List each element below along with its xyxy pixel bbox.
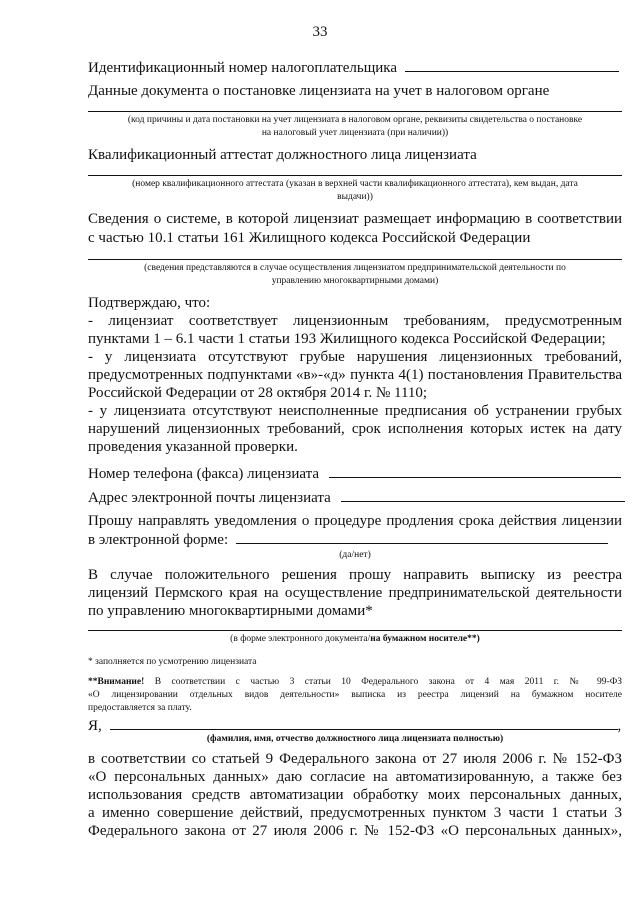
taxpayer-id-field[interactable] (405, 58, 619, 72)
full-name-field[interactable] (110, 716, 618, 730)
tax-doc-caption-line-1: (код причины и дата постановки на учет лицензиата в налоговом органе, реквизиты свидетельства о постановке (127, 115, 583, 125)
tax-doc-caption (88, 114, 622, 140)
consent-i-label: Я, (88, 718, 102, 734)
extract-line-3: по управлению многоквартирными домами* (88, 603, 373, 619)
consent-line-1: в соответствии со статьей 9 Федерального закона от 27 июля 2006 г. № 152-ФЗ (88, 751, 622, 767)
confirmation-item-1-line-1: - лицензиат соответствует лицензионным требованиям, предусмотренным (88, 313, 622, 329)
email-field[interactable] (341, 488, 625, 502)
confirmation-item-2-line-3: Российской Федерации от 28 октября 2014 г. № 1110; (88, 385, 428, 401)
attention-line-1: В соответствии с частью 3 статьи 10 Федерального закона от 4 мая 2011 г. № 99-ФЗ (144, 677, 622, 687)
extract-caption-bold: на бумажном носителе**) (370, 634, 480, 644)
page-number: 33 (312, 24, 328, 40)
extract-field[interactable] (88, 630, 622, 631)
qualification-label: Квалификационный аттестат должностного лица лицензиата (88, 147, 477, 163)
confirmation-item-3-line-3: проведения указанной проверки. (88, 439, 298, 455)
confirmation-item-2-line-1: - у лицензиата отсутствуют грубые нарушения лицензионных требований, (88, 349, 622, 365)
email-row (88, 488, 622, 508)
taxpayer-id-label: Идентификационный номер налогоплательщика (88, 60, 398, 76)
phone-row (88, 464, 622, 484)
phone-field[interactable] (329, 464, 621, 478)
notify-block (88, 512, 622, 549)
tax-doc-field[interactable] (88, 111, 622, 112)
consent-line-2: «О персональных данных» даю согласие на автоматизированную, а также без (88, 769, 622, 785)
extract-line-2: лицензий Пермского края на осуществление предпринимательской деятельности (88, 585, 622, 601)
qualification-caption-line-2: выдачи)) (337, 192, 373, 202)
taxpayer-id-row (88, 58, 622, 78)
system-info-line-1: Сведения о системе, в которой лицензиат размещает информацию в соответствии (88, 211, 622, 227)
confirmation-item-3-line-1: - у лицензиата отсутствуют неисполненные предписания об устранении грубых (88, 403, 622, 419)
confirmation-block (88, 294, 622, 456)
consent-text (88, 750, 622, 840)
attention-line-2: «О лицензировании отдельных видов деятельности» выписка из реестра лицензий на бумажном носителе (88, 690, 622, 700)
attention-note (88, 676, 622, 715)
system-info-caption (88, 262, 622, 288)
email-label: Адрес электронной почты лицензиата (88, 490, 331, 506)
confirmation-item-2-line-2: предусмотренных подпунктами «в»-«д» пункта 4(1) постановления Правительства (88, 367, 622, 383)
notify-line-2: в электронной форме: (88, 532, 229, 548)
extract-line-1: В случае положительного решения прошу направить выписку из реестра (88, 567, 622, 583)
consent-caption: (фамилия, имя, отчество должностного лица лицензиата полностью) (206, 734, 504, 744)
footnote-star: * заполняется по усмотрению лицензиата (88, 657, 257, 667)
confirmation-item-1-line-2: пунктами 1 – 6.1 части 1 статьи 193 Жилищного кодекса Российской Федерации; (88, 331, 606, 347)
notify-field[interactable] (236, 530, 608, 544)
tax-doc-label: Данные документа о постановке лицензиата на учет в налоговом органе (88, 83, 550, 99)
system-info-field[interactable] (88, 259, 622, 260)
consent-line-3: использования средств автоматизации обработку моих персональных данных, (88, 787, 622, 803)
system-info-text (88, 210, 622, 248)
system-info-caption-line-2: управлению многоквартирными домами) (271, 276, 439, 286)
phone-label: Номер телефона (факса) лицензиата (88, 466, 320, 482)
consent-line-5: Федерального закона от 27 июля 2006 г. № 152-ФЗ «О персональных данных», (88, 823, 622, 839)
consent-comma: , (617, 718, 622, 734)
notify-caption: (да/нет) (339, 550, 371, 560)
notify-line-1: Прошу направлять уведомления о процедуре продления срока действия лицензии (88, 513, 622, 529)
extract-caption-plain: (в форме электронного документа/ (230, 634, 371, 644)
qualification-caption (88, 178, 622, 204)
system-info-caption-line-1: (сведения представляются в случае осуществления лицензиатом предпринимательской деятельности по (144, 263, 566, 273)
system-info-line-2: с частью 10.1 статьи 161 Жилищного кодекса Российской Федерации (88, 230, 531, 246)
qualification-caption-line-1: (номер квалификационного аттестата (указан в верхней части квалификационного аттестата), кем выдан, дата (132, 179, 578, 189)
qualification-field[interactable] (88, 175, 622, 176)
tax-doc-caption-line-2: на налоговый учет лицензиата (при наличии)) (261, 128, 449, 138)
confirmation-item-3-line-2: нарушений лицензионных требований, срок исполнения которых истек на дату (88, 421, 622, 437)
extract-caption (88, 633, 622, 646)
confirmation-heading: Подтверждаю, что: (88, 295, 211, 311)
attention-line-3: предоставляется за плату. (88, 703, 192, 713)
consent-line-4: а именно совершение действий, предусмотренных пунктом 3 части 1 статьи 3 (88, 805, 622, 821)
extract-block (88, 566, 622, 620)
attention-bold: **Внимание! (88, 677, 145, 687)
